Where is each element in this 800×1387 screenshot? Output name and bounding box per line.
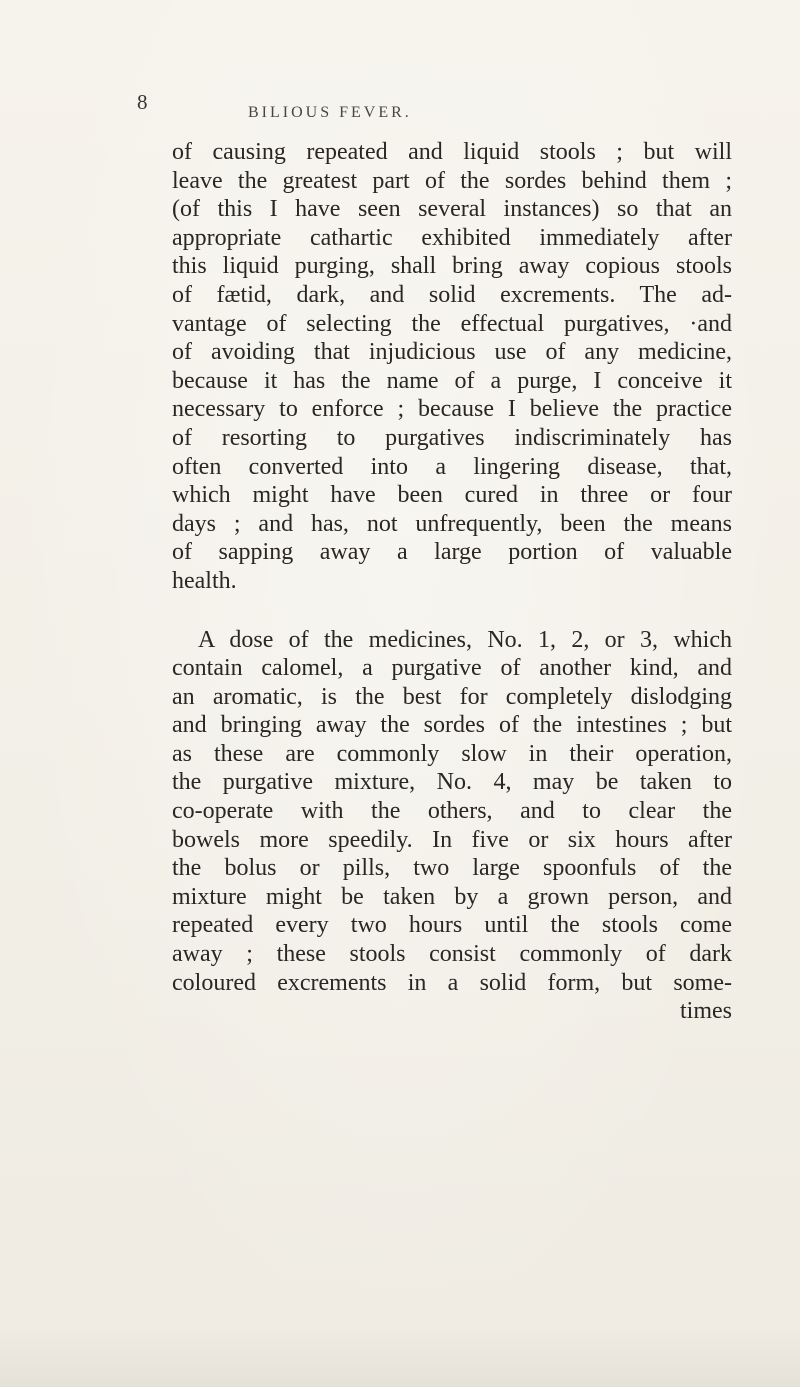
text-line: mixture might be taken by a grown person, and bbox=[172, 883, 732, 910]
text-line: of sapping away a large portion of valuable bbox=[172, 539, 732, 566]
text-line: contain calomel, a purgative of another kind, and bbox=[172, 655, 732, 682]
text-line: an aromatic, is the best for completely dislodging bbox=[172, 683, 732, 710]
text-line: often converted into a lingering disease, that, bbox=[172, 453, 732, 480]
running-title: BILIOUS FEVER. bbox=[248, 104, 412, 121]
paragraph-1 bbox=[172, 138, 732, 596]
page-edge-shadow bbox=[0, 1327, 800, 1387]
paragraph-2 bbox=[172, 626, 732, 1026]
text-line: as these are commonly slow in their operation, bbox=[172, 740, 732, 767]
text-line: and bringing away the sordes of the intestines ; but bbox=[172, 712, 732, 739]
text-line: this liquid purging, shall bring away copious stools bbox=[172, 253, 732, 280]
text-line: coloured excrements in a solid form, but some- bbox=[172, 969, 732, 996]
catchword: times bbox=[680, 998, 732, 1025]
text-line: away ; these stools consist commonly of dark bbox=[172, 941, 732, 968]
text-line: co-operate with the others, and to clear the bbox=[172, 798, 732, 825]
text-line: of avoiding that injudicious use of any medicine, bbox=[172, 339, 732, 366]
text-line: necessary to enforce ; because I believe the practice bbox=[172, 396, 732, 423]
text-line: appropriate cathartic exhibited immediately after bbox=[172, 224, 732, 251]
text-line: A dose of the medicines, No. 1, 2, or 3, which bbox=[198, 626, 732, 653]
page-number: 8 bbox=[137, 90, 148, 114]
text-line: leave the greatest part of the sordes behind them ; bbox=[172, 167, 732, 194]
body-text bbox=[172, 138, 732, 1026]
text-line: days ; and has, not unfrequently, been the means bbox=[172, 510, 732, 537]
text-line: of fætid, dark, and solid excrements. The ad- bbox=[172, 281, 732, 308]
text-line: bowels more speedily. In five or six hours after bbox=[172, 826, 732, 853]
paragraph-spacer bbox=[172, 596, 732, 626]
text-line: which might have been cured in three or four bbox=[172, 482, 732, 509]
text-line: the purgative mixture, No. 4, may be taken to bbox=[172, 769, 732, 796]
text-line: (of this I have seen several instances) so that an bbox=[172, 196, 732, 223]
text-line: repeated every two hours until the stools come bbox=[172, 912, 732, 939]
text-line: the bolus or pills, two large spoonfuls of the bbox=[172, 855, 732, 882]
text-line: vantage of selecting the effectual purgatives, ·and bbox=[172, 310, 732, 337]
text-line: because it has the name of a purge, I conceive it bbox=[172, 367, 732, 394]
text-line: health. bbox=[172, 567, 237, 594]
text-line: of resorting to purgatives indiscriminately has bbox=[172, 424, 732, 451]
text-line: of causing repeated and liquid stools ; but will bbox=[172, 139, 732, 165]
